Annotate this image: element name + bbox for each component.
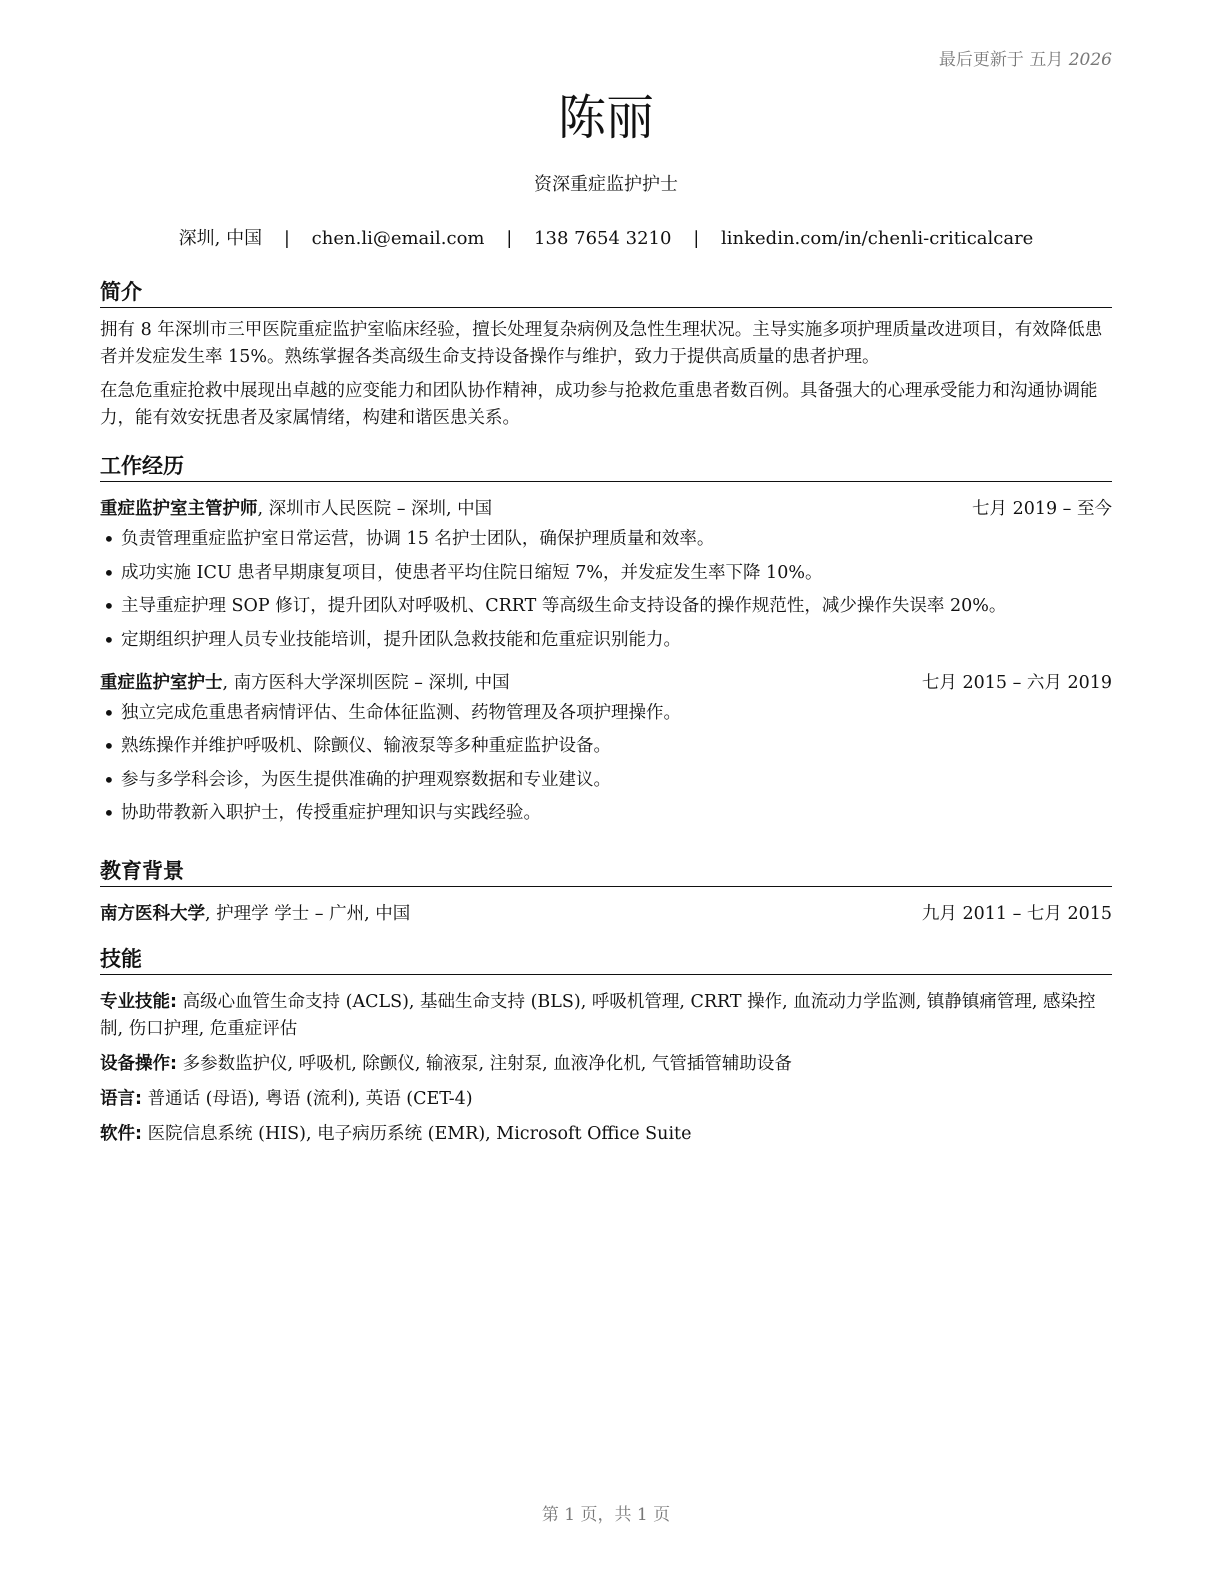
- education-school: 南方医科大学: [100, 904, 205, 924]
- skills-section: [100, 945, 1112, 1156]
- education-dates: 九月 2011 – 七月 2015: [921, 904, 1112, 924]
- experience-section: [100, 452, 1112, 834]
- skills-list: [100, 989, 1112, 1148]
- contact-line: [100, 224, 1112, 250]
- summary-paragraph: 拥有 8 年深圳市三甲医院重症监护室临床经验，擅长处理复杂病例及急性生理状况。主导实施多项护理质量改进项目，有效降低患者并发症发生率 15%。熟练掌握各类高级生命支持设备操作与维护，致力于提供高质量的患者护理。: [100, 320, 1103, 367]
- contact-separator: |: [283, 228, 290, 249]
- contact-separator: |: [693, 228, 700, 249]
- job-bullet: • 协助带教新入职护士，传授重症护理知识与实践经验。: [100, 800, 1112, 827]
- job-bullet: • 熟练操作并维护呼吸机、除颤仪、输液泵等多种重症监护设备。: [100, 733, 1112, 760]
- job-role: 重症监护室主管护师: [100, 499, 258, 519]
- skill-label: 软件:: [100, 1124, 142, 1144]
- skills-heading: 技能: [100, 945, 1112, 975]
- job-role-org: [100, 670, 510, 696]
- education-heading: 教育背景: [100, 857, 1112, 887]
- last-updated: [939, 45, 1112, 70]
- last-updated-year: 2026: [1068, 50, 1112, 70]
- job-role: 重症监护室护士: [100, 672, 223, 693]
- summary-heading: 简介: [100, 278, 1112, 308]
- job-entry: [100, 496, 1112, 654]
- job-bullet: • 负责管理重症监护室日常运营，协调 15 名护士团队，确保护理质量和效率。: [100, 526, 1112, 553]
- skill-value: 医院信息系统 (HIS), 电子病历系统 (EMR), Microsoft Office Suite: [142, 1124, 692, 1144]
- skill-row: [100, 1086, 1112, 1113]
- skill-value: 高级心血管生命支持 (ACLS), 基础生命支持 (BLS), 呼吸机管理, CRRT 操作, 血流动力学监测, 镇静镇痛管理, 感染控制, 伤口护理, 危重症评估: [100, 992, 1096, 1039]
- job-header: [100, 670, 1112, 696]
- job-entry: [100, 670, 1112, 828]
- contact-phone: 138 7654 3210: [534, 228, 672, 249]
- contact-location: 深圳, 中国: [178, 228, 263, 249]
- job-bullets: [100, 700, 1112, 828]
- contact-linkedin-link[interactable]: linkedin.com/in/chenli-criticalcare: [721, 228, 1034, 249]
- skill-row: [100, 989, 1112, 1043]
- education-degree: , 护理学 学士 – 广州, 中国: [205, 904, 411, 924]
- page-number: 第 1 页，共 1 页: [541, 1505, 671, 1525]
- skill-value: 多参数监护仪, 呼吸机, 除颤仪, 输液泵, 注射泵, 血液净化机, 气管插管辅助设备: [177, 1054, 792, 1074]
- job-bullets: [100, 526, 1112, 654]
- job-dates: 七月 2019 – 至今: [972, 499, 1112, 519]
- education-section: [100, 857, 1112, 927]
- education-entry: [100, 901, 1112, 927]
- skill-row: [100, 1051, 1112, 1078]
- job-org: , 南方医科大学深圳医院 – 深圳, 中国: [222, 672, 510, 693]
- job-bullet: • 成功实施 ICU 患者早期康复项目，使患者平均住院日缩短 7%，并发症发生率下降 10%。: [100, 560, 1112, 587]
- skill-row: [100, 1121, 1112, 1148]
- job-bullet: • 独立完成危重患者病情评估、生命体征监测、药物管理及各项护理操作。: [100, 700, 1112, 727]
- last-updated-prefix: 最后更新于 五月: [938, 50, 1064, 70]
- job-bullet: • 定期组织护理人员专业技能培训，提升团队急救技能和危重症识别能力。: [100, 627, 1112, 654]
- experience-heading: 工作经历: [100, 452, 1112, 482]
- job-role-org: [100, 496, 492, 522]
- job-title: 资深重症监护护士: [534, 174, 678, 195]
- contact-separator: |: [506, 228, 513, 249]
- resume-page: [100, 0, 1112, 1584]
- person-name: 陈丽: [557, 90, 654, 146]
- summary-section: [100, 278, 1112, 432]
- job-header: [100, 496, 1112, 522]
- skill-label: 语言:: [100, 1089, 142, 1109]
- summary-paragraph: 在急危重症抢救中展现出卓越的应变能力和团队协作精神，成功参与抢救危重患者数百例。具备强大的心理承受能力和沟通协调能力，能有效安抚患者及家属情绪，构建和谐医患关系。: [100, 381, 1098, 428]
- job-dates: 七月 2015 – 六月 2019: [921, 672, 1112, 693]
- contact-email-link[interactable]: chen.li@email.com: [311, 228, 485, 249]
- skill-value: 普通话 (母语), 粤语 (流利), 英语 (CET-4): [142, 1089, 473, 1109]
- job-org: , 深圳市人民医院 – 深圳, 中国: [257, 499, 493, 519]
- job-bullet: • 主导重症护理 SOP 修订，提升团队对呼吸机、CRRT 等高级生命支持设备的操作规范性，减少操作失误率 20%。: [100, 593, 1112, 620]
- job-bullet: • 参与多学科会诊，为医生提供准确的护理观察数据和专业建议。: [100, 767, 1112, 794]
- skill-label: 设备操作:: [100, 1054, 177, 1074]
- skill-label: 专业技能:: [100, 992, 177, 1012]
- education-school-degree: [100, 901, 410, 927]
